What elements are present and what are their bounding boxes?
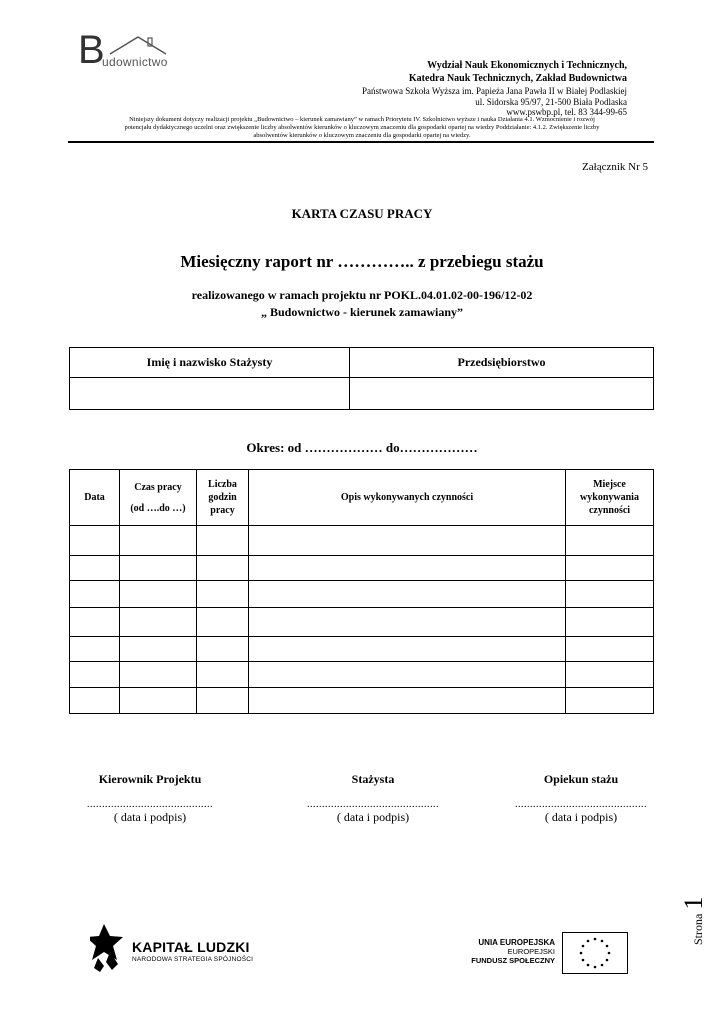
hours-header <box>197 470 249 526</box>
signature-title: Stażysta <box>351 772 395 786</box>
date-cell[interactable] <box>70 526 120 556</box>
work-time-header-line: (od ….do …) <box>130 502 186 514</box>
hours-cell[interactable] <box>197 608 249 637</box>
time-cell[interactable] <box>120 608 197 637</box>
date-cell[interactable] <box>70 608 120 637</box>
description-cell[interactable] <box>249 637 566 662</box>
page-label: Strona <box>691 913 705 945</box>
project-notice-line: potencjału dydaktycznego uczelni oraz zwiększenie liczby absolwentów kierunków o kluczowym znaczeniu dla gospodarki opartej na wiedzy Poddziałanie: 4.1.2. Zwiększenie liczby <box>124 124 600 132</box>
header-school: Państwowa Szkoła Wyższa im. Papieża Jana Pawła II w Białej Podlaskiej <box>362 86 627 96</box>
hours-cell[interactable] <box>197 526 249 556</box>
date-cell[interactable] <box>70 637 120 662</box>
place-cell[interactable] <box>566 608 654 637</box>
eu-text-line: UNIA EUROPEJSKA <box>478 938 555 947</box>
date-cell[interactable] <box>70 556 120 581</box>
company-header: Przedsiębiorstwo <box>350 348 654 378</box>
kapital-ludzki-star-icon <box>90 922 126 974</box>
place-header <box>566 470 654 526</box>
intern-name-field[interactable] <box>70 378 350 410</box>
header-contact: www.pswbp.pl, tel. 83 344-99-65 <box>506 107 627 117</box>
project-notice <box>70 116 654 141</box>
description-cell[interactable] <box>249 662 566 688</box>
signature-project-manager <box>70 772 230 825</box>
description-cell[interactable] <box>249 526 566 556</box>
table-row <box>70 526 654 556</box>
place-header-line: Miejsce <box>593 479 626 490</box>
time-cell[interactable] <box>120 581 197 608</box>
table-row <box>70 662 654 688</box>
hours-cell[interactable] <box>197 637 249 662</box>
header-department: Katedra Nauk Technicznych, Zakład Budownictwa <box>408 73 627 84</box>
hours-cell[interactable] <box>197 662 249 688</box>
report-subtitle: Miesięczny raport nr ………….. z przebiegu stażu <box>180 252 544 271</box>
place-cell[interactable] <box>566 526 654 556</box>
eu-text-line: EUROPEJSKI <box>507 947 555 956</box>
date-header: Data <box>70 470 120 526</box>
page-number <box>662 880 722 945</box>
logo-roof-icon <box>108 34 168 56</box>
signature-line[interactable]: .......................................... <box>87 799 213 810</box>
description-cell[interactable] <box>249 688 566 714</box>
time-cell[interactable] <box>120 637 197 662</box>
signature-note: ( data i podpis) <box>113 810 187 824</box>
table-row <box>70 688 654 714</box>
hours-header-line: Liczba <box>208 479 237 490</box>
work-time-header <box>120 470 197 526</box>
hours-header-line: pracy <box>210 505 235 516</box>
logo-word: udownictwo <box>102 55 168 69</box>
place-header-line: czynności <box>588 505 631 516</box>
signature-supervisor <box>496 772 666 825</box>
place-cell[interactable] <box>566 637 654 662</box>
project-number-line: realizowanego w ramach projektu nr POKL.04.01.02-00-196/12-02 <box>191 288 533 302</box>
attachment-label: Załącznik Nr 5 <box>582 161 648 173</box>
work-time-header-line: Czas pracy <box>134 481 182 493</box>
description-cell[interactable] <box>249 581 566 608</box>
hours-cell[interactable] <box>197 581 249 608</box>
time-cell[interactable] <box>120 556 197 581</box>
signature-title: Kierownik Projektu <box>98 772 202 786</box>
project-notice-line: Niniejszy dokument dotyczy realizacji projektu „Budownictwo – kierunek zamawiany” w ramach Priorytetu IV. Szkolnictwo wyższe i nauka Działania 4.1. Wzmocnienie i rozwój <box>129 116 595 123</box>
description-header: Opis wykonywanych czynności <box>249 470 566 526</box>
hours-cell[interactable] <box>197 688 249 714</box>
company-field[interactable] <box>350 378 654 410</box>
table-row <box>70 637 654 662</box>
signature-line[interactable]: ............................................ <box>307 799 439 810</box>
place-cell[interactable] <box>566 688 654 714</box>
work-log-table <box>69 469 654 714</box>
eu-text <box>452 938 555 965</box>
header-address: ul. Sidorska 95/97, 21-500 Biała Podlaska <box>475 97 627 107</box>
date-cell[interactable] <box>70 581 120 608</box>
table-row <box>70 556 654 581</box>
eu-flag-icon <box>562 932 628 974</box>
header-faculty: Wydział Nauk Ekonomicznych i Technicznych, <box>427 60 627 71</box>
time-cell[interactable] <box>120 662 197 688</box>
intern-table <box>69 347 654 410</box>
table-row <box>70 608 654 637</box>
signature-note: ( data i podpis) <box>336 810 410 824</box>
place-cell[interactable] <box>566 556 654 581</box>
signature-intern <box>288 772 458 825</box>
signature-note: ( data i podpis) <box>544 810 618 824</box>
place-header-line: wykonywania <box>580 492 639 503</box>
date-cell[interactable] <box>70 688 120 714</box>
time-cell[interactable] <box>120 526 197 556</box>
document-title: KARTA CZASU PRACY <box>291 206 433 221</box>
project-notice-line: absolwentów kierunków o kluczowym znaczeniu dla gospodarki opartej na wiedzy. <box>253 132 471 140</box>
signature-title: Opiekun stażu <box>543 772 619 786</box>
table-row <box>70 581 654 608</box>
eu-text-line: FUNDUSZ SPOŁECZNY <box>471 956 555 965</box>
project-name-line: „ Budownictwo - kierunek zamawiany” <box>260 305 463 319</box>
place-cell[interactable] <box>566 581 654 608</box>
time-cell[interactable] <box>120 688 197 714</box>
period-line: Okres: od ……………… do……………… <box>246 440 478 455</box>
logo-letter: B <box>78 28 105 72</box>
intern-name-header: Imię i nazwisko Stażysty <box>70 348 350 378</box>
page-number-value: 1 <box>679 896 708 910</box>
header-divider <box>68 141 654 143</box>
description-cell[interactable] <box>249 556 566 581</box>
date-cell[interactable] <box>70 662 120 688</box>
signature-line[interactable]: ............................................ <box>515 799 647 810</box>
kapital-ludzki-title: KAPITAŁ LUDZKI <box>132 939 250 955</box>
description-cell[interactable] <box>249 608 566 637</box>
hours-header-line: godzin <box>208 492 237 503</box>
kapital-ludzki-subtitle: NARODOWA STRATEGIA SPÓJNOŚCI <box>132 956 254 963</box>
hours-cell[interactable] <box>197 556 249 581</box>
place-cell[interactable] <box>566 662 654 688</box>
